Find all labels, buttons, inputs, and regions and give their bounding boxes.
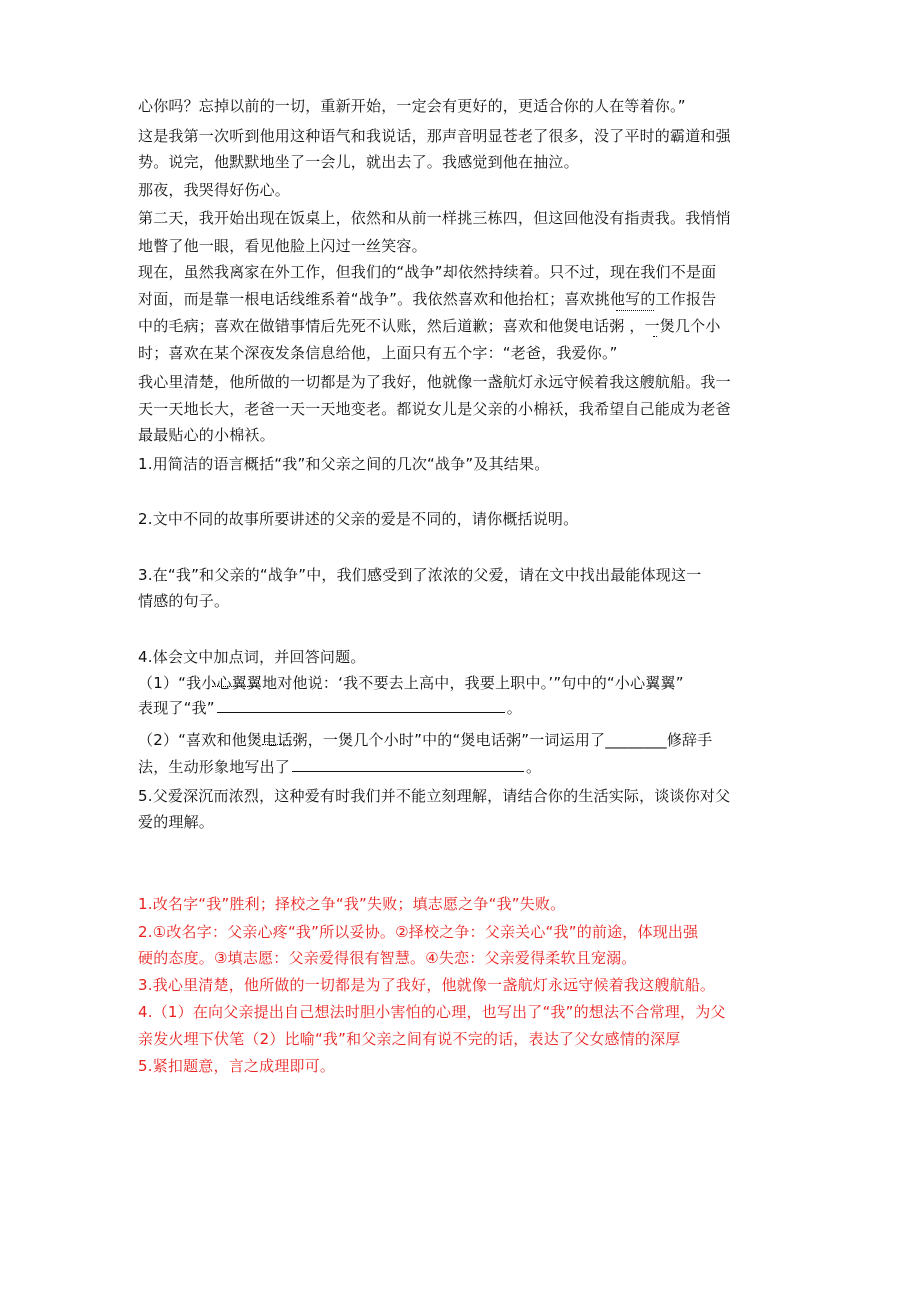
story-line: 那夜，我哭得好伤心。 — [138, 181, 291, 199]
answer-2-cont: 硬的态度。③填志愿：父亲爱得很有智慧。④失恋：父亲爱得柔软且宠溺。 — [138, 949, 637, 967]
emphasis-dots — [262, 744, 292, 745]
question-4-2: （2）“喜欢和他煲电话粥，一煲几个小时”中的“煲电话粥”一词运用了________修辞手 — [138, 731, 713, 749]
question-4-2-prefix: 法，生动形象地写出了 — [138, 758, 291, 776]
question-4-1-suffix: 。 — [506, 699, 522, 717]
story-line: 这是我第一次听到他用这种语气和我说话，那声音明显苍老了很多，没了平时的霸道和强 — [138, 127, 731, 145]
answer-blank[interactable] — [217, 698, 505, 713]
story-line: 心你吗？忘掉以前的一切，重新开始，一定会有更好的，更适合你的人在等着你。” — [138, 97, 686, 115]
story-line: 地瞥了他一眼，看见他脸上闪过一丝笑容。 — [138, 237, 427, 255]
answer-3: 3.我心里清楚，他所做的一切都是为了我好，他就像一盏航灯永远守候着我这艘航船。 — [138, 976, 716, 994]
story-line: 中的毛病；喜欢在做错事情后先死不认账，然后道歉；喜欢和他煲电话粥 ，一煲几个小 — [138, 317, 721, 335]
question-4-1-prefix: 表现了“我” — [138, 699, 215, 717]
question-3-cont: 情感的句子。 — [138, 592, 230, 610]
question-4-2-cont — [138, 757, 788, 777]
question-5-cont: 爱的理解。 — [138, 813, 215, 831]
story-line: 时；喜欢在某个深夜发条信息给他，上面只有五个字：“老爸，我爱你。” — [138, 344, 618, 362]
story-line: 第二天，我开始出现在饭桌上，依然和从前一样挑三栋四，但这回他没有指责我。我悄悄 — [138, 209, 731, 227]
answer-4-cont: 亲发火埋下伏笔（2）比喻“我”和父亲之间有说不完的话，表达了父女感情的深厚 — [138, 1030, 681, 1048]
emphasis-dots — [616, 310, 654, 311]
story-line: 我心里清楚，他所做的一切都是为了我好，他就像一盏航灯永远守候着我这艘航船。我一 — [138, 373, 731, 391]
story-line: 势。说完，他默默地坐了一会儿，就出去了。我感觉到他在抽泣。 — [138, 153, 579, 171]
question-4-2-suffix: 。 — [526, 758, 542, 776]
answer-5: 5.紧扣题意，言之成理即可。 — [138, 1057, 336, 1075]
answer-4: 4.（1）在向父亲提出自己想法时胆小害怕的心理，也写出了“我”的想法不合常理，为父 — [138, 1003, 726, 1021]
question-4-1-cont — [138, 698, 788, 718]
question-1: 1.用简洁的语言概括“我”和父亲之间的几次“战争”及其结果。 — [138, 455, 550, 473]
answer-blank[interactable] — [292, 757, 524, 772]
story-line: 现在，虽然我离家在外工作，但我们的“战争”却依然持续着。只不过，现在我们不是面 — [138, 263, 717, 281]
question-5: 5.父爱深沉而浓烈，这种爱有时我们并不能立刻理解，请结合你的生活实际，谈谈你对父 — [138, 787, 731, 805]
emphasis-dots — [212, 686, 256, 687]
question-4-1: （1）“我小心翼翼地对他说：‘我不要去上高中，我要上职中。’”句中的“小心翼翼” — [138, 674, 684, 692]
emphasis-dot — [653, 336, 657, 337]
answer-1: 1.改名字“我”胜利；择校之争“我”失败；填志愿之争“我”失败。 — [138, 895, 566, 913]
story-line: 对面，而是靠一根电话线维系着“战争”。我依然喜欢和他抬杠；喜欢挑他写的工作报告 — [138, 290, 717, 308]
question-2: 2.文中不同的故事所要讲述的父亲的爱是不同的，请你概括说明。 — [138, 510, 579, 528]
story-line: 最最贴心的小棉袄。 — [138, 426, 275, 444]
answer-2: 2.①改名字：父亲心疼“我”所以妥协。②择校之争：父亲关心“我”的前途，体现出强 — [138, 923, 699, 941]
question-4: 4.体会文中加点词，并回答问题。 — [138, 648, 366, 666]
story-line: 天一天地长大，老爸一天一天地变老。都说女儿是父亲的小棉袄，我希望自己能成为老爸 — [138, 400, 731, 418]
question-3: 3.在“我”和父亲的“战争”中，我们感受到了浓浓的父爱，请在文中找出最能体现这一 — [138, 566, 702, 584]
